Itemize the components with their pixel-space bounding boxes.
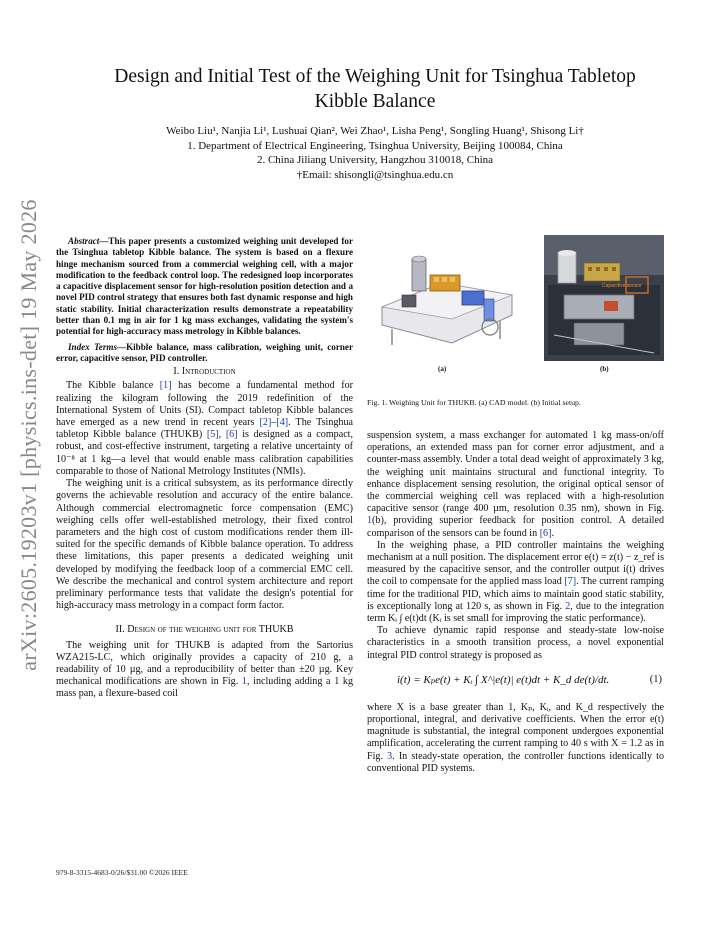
paper-title bbox=[60, 64, 690, 114]
left-column bbox=[56, 236, 353, 701]
citation-link[interactable]: [7] bbox=[564, 576, 577, 588]
figure-caption: Fig. 1. Weighing Unit for THUKB. (a) CAD model. (b) Initial setup. bbox=[367, 398, 581, 407]
figure-link[interactable]: 1 bbox=[241, 676, 247, 688]
design-paragraph-1: The weighing unit for THUKB is adapted from the Sartorius WZA215-LC, which originally provides a capacity of 210 g, a readability of 10 µg, and a reproducibility of better than ±20 µg. Key mechanical modifications are shown in Fig. 1, including adding a 1 kg mass pan, a flexure-based coil bbox=[56, 639, 353, 700]
intro-paragraph-2: The weighing unit is a critical subsystem, as its performance directly governs the achievable resolution and accuracy of the entire balance. Although commercial electromagnetic force compensation (EMC) weighing cells offer well-established metrology, their fixed control parameters and the high cost of custom modifications render them ill-suited for the specific demands of Kibble balance operation. To address these limitations, this paper presents a dedicated weighing unit developed by modifying the feedback loop of a commercial EMC cell. We describe the mechanical and control system architecture and report preliminary performance tests that validate the design's potential for high-accuracy mass metrology in a compact form factor. bbox=[56, 478, 353, 612]
index-terms bbox=[56, 342, 353, 365]
author-list: Weibo Liu¹, Nanjia Li¹, Lushuai Qian², Wei Zhao¹, Lisha Peng¹, Songling Huang¹, Shisong Li† bbox=[166, 125, 584, 137]
citation-link[interactable]: [2] bbox=[259, 417, 272, 429]
right-paragraph-4: where X is a base greater than 1, Kₚ, Kᵢ, and K_d respectively the proportional, integral, and derivative coefficients. When the error e(t) magnitude is substantial, the integral component undergoes exponential amplification, accelerating the current ramping to 40 s with X = 1.2 as in Fig. 3. In steady-state operation, the controller functions identically to conventional PID systems. bbox=[367, 701, 664, 774]
contact-email: †Email: shisongli@tsinghua.edu.cn bbox=[296, 168, 454, 181]
setup-photo-image bbox=[544, 235, 664, 361]
intro-paragraph-1: The Kibble balance [1] has become a fundamental method for realizing the kilogram following the 2019 redefinition of the International System of Units (SI). Compact tabletop Kibble balances have emerged as a new trend in recent years [2]–[4]. The Tsinghua tabletop Kibble balance (THUKB) [5], [6] is designed as a compact, robust, and cost-effective instrument, targeting a relative uncertainty of 10⁻⁸ at 1 kg—a level that would enable mass calibration capabilities comparable to those of National Metrology Institutes (NMIs). bbox=[56, 380, 354, 477]
right-column bbox=[367, 430, 664, 775]
citation-link[interactable]: [1] bbox=[159, 380, 172, 392]
equation-1 bbox=[367, 668, 664, 698]
abstract bbox=[56, 236, 353, 338]
figure-link[interactable]: 2 bbox=[565, 600, 571, 612]
right-paragraph-2: In the weighing phase, a PID controller maintains the weighing mechanism at a null position. The displacement error e(t) = z(t) − z_ref is measured by the capacitive sensor, and the controller output i(t) drives the coil to compensate for the applied mass load [7]. The current ramping time for the traditional PID, which aims to maintain good static stability, is exceptionally long at 120 s, as shown in Fig. 2, due to the integration term Kᵢ ∫ e(t)dt (Kᵢ is set small for improving the static performance). bbox=[367, 539, 664, 625]
figure-link[interactable]: 1 bbox=[367, 515, 373, 527]
affiliation-1: 1. Department of Electrical Engineering, Tsinghua University, Beijing 100084, China bbox=[187, 139, 563, 152]
index-terms-text: —Kibble balance, mass calibration, weighing unit, corner error, capacitive sensor, PID controller. bbox=[56, 341, 353, 363]
right-paragraph-3: To achieve dynamic rapid response and steady-state low-noise characteristics in a smooth transition process, a novel exponential integral PID control strategy is proposed as bbox=[367, 625, 664, 661]
citation-link[interactable]: [4] bbox=[276, 417, 289, 429]
capacitive-sensor-annotation: Capacitive sensor bbox=[602, 283, 642, 289]
title-line-2: Kibble Balance bbox=[314, 91, 436, 112]
arxiv-stamp bbox=[8, 199, 50, 671]
figure-label-b: (b) bbox=[600, 365, 609, 373]
author-block bbox=[60, 124, 690, 182]
section-heading-introduction: I. Introduction bbox=[173, 366, 236, 378]
title-line-1: Design and Initial Test of the Weighing Unit for Tsinghua Tabletop bbox=[114, 66, 636, 87]
figure-1 bbox=[372, 235, 667, 385]
citation-link[interactable]: [6] bbox=[225, 429, 238, 441]
section-heading-design: II. Design of the weighing unit for THUKB bbox=[115, 624, 294, 636]
abstract-label: Abstract bbox=[68, 236, 100, 246]
equation-expression: i(t) = Kₚe(t) + Kᵢ ∫ X^|e(t)| e(t)dt + K_d de(t)/dt. bbox=[397, 673, 610, 686]
citation-link[interactable]: [5] bbox=[206, 429, 219, 441]
copyright-footer: 979-8-3315-4683-0/26/$31.00 ©2026 IEEE bbox=[56, 868, 188, 877]
arxiv-stamp-text: arXiv:2605.19203v1 [physics.ins-det] 19 May 2026 bbox=[16, 199, 41, 671]
equation-number: (1) bbox=[649, 673, 662, 685]
affiliation-2: 2. China Jiliang University, Hangzhou 310018, China bbox=[256, 154, 494, 166]
citation-link[interactable]: [6] bbox=[539, 527, 552, 539]
abstract-text: —This paper presents a customized weighing unit developed for the Tsinghua tabletop Kibble balance. The system is based on a flexure hinge mechanism sourced from a commercial weighing cell, with a major modification to the feedback control loop. The redesigned loop incorporates a capacitive displacement sensor for high-resolution position detection and a novel PID control strategy that ensures both fast dynamic response and high static stability. Initial characterization results demonstrate a repeatability better than 0.1 mg in air for 1 kg mass exchanges, validating the system's potential for high-accuracy mass metrology in Kibble balances. bbox=[56, 236, 353, 337]
figure-label-a: (a) bbox=[438, 365, 447, 373]
figure-link[interactable]: 3 bbox=[387, 750, 393, 762]
right-paragraph-1: suspension system, a mass exchanger for automated 1 kg mass-on/off operations, an extended mass pan for corner error adjustment, and a counter-mass assembly. Under a total dead weight of approximately 3 kg, the weighing unit maintains structural and functional integrity. To enhance displacement sensing resolution, the original optical sensor of the commercial weighing cell was replaced with a high-resolution capacitive sensor (range 400 µm, resolution 0.35 nm), shown in Fig. 1(b), providing superior feedback for position control. A detailed comparison of the sensors can be found in [6]. bbox=[367, 430, 664, 539]
index-terms-label: Index Terms bbox=[68, 341, 117, 352]
cad-model-image bbox=[372, 235, 520, 363]
